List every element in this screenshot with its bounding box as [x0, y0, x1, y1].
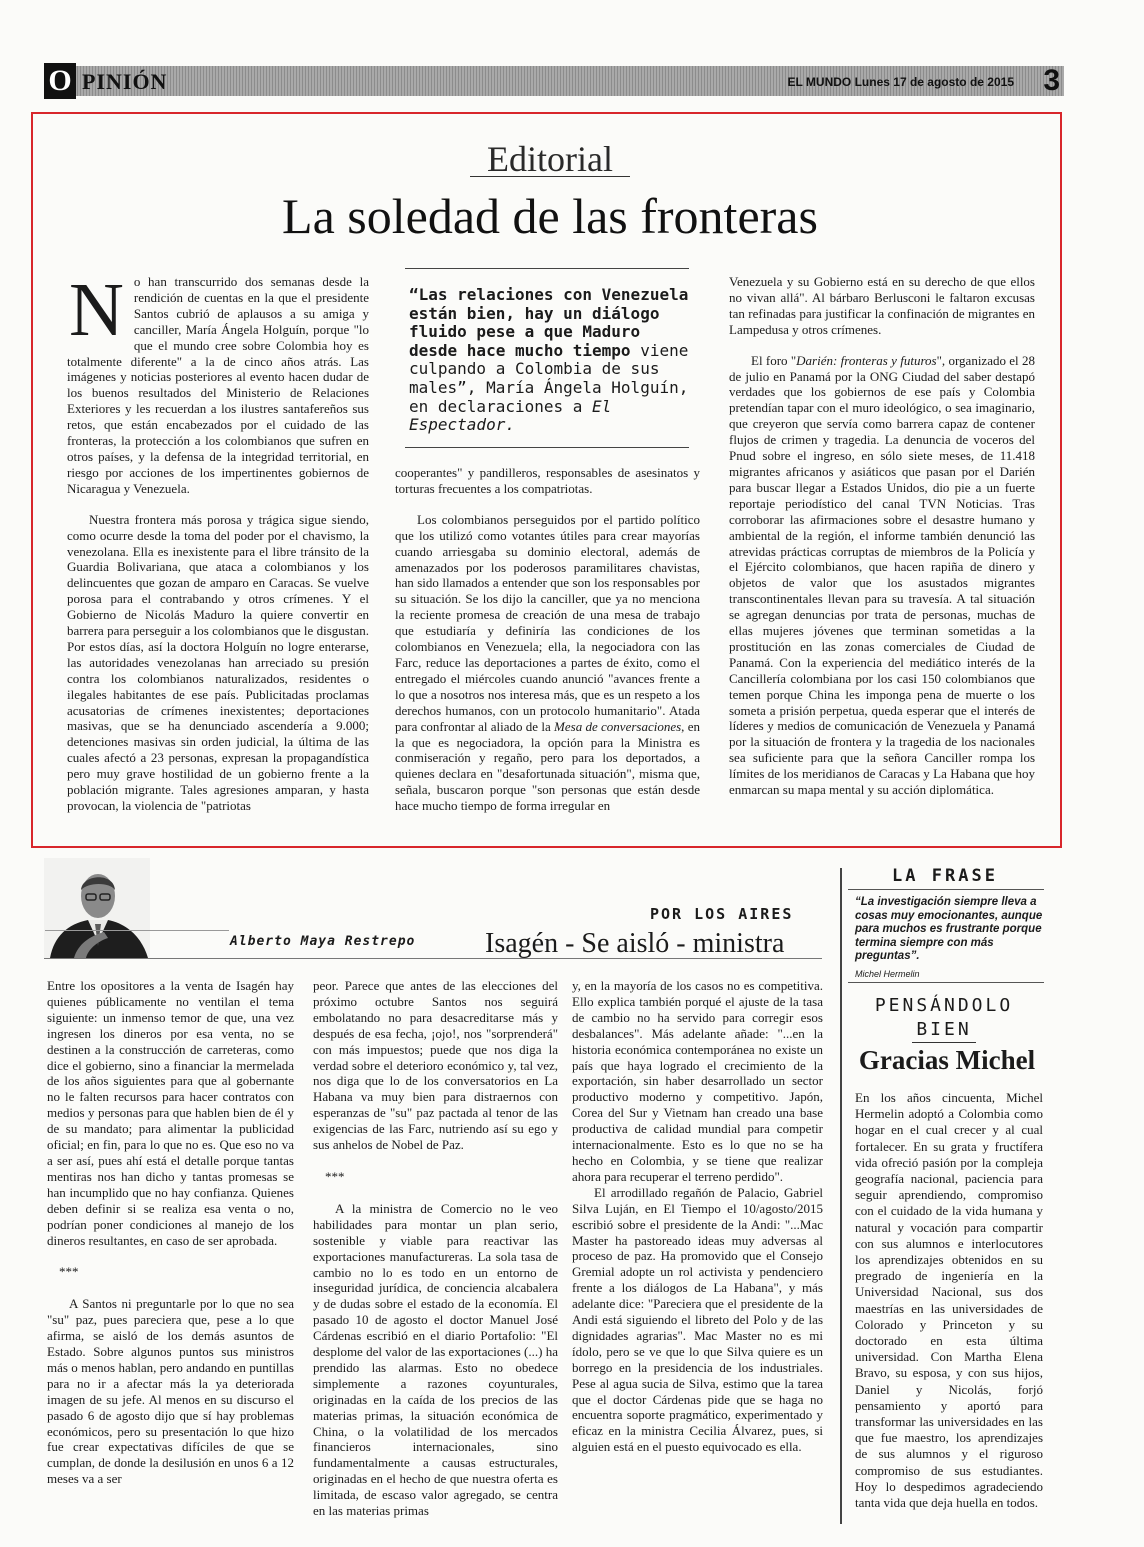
pull-quote-text [397, 269, 697, 447]
pensandolo-line-2: BIEN [912, 1018, 975, 1043]
column-paragraph: El arrodillado regañón de Palacio, Gabriel Silva Luján, en El Tiempo el 10/agosto/2015 escribió sobre el presidente de la Andi: "...Mac Master ha pastoreado ideas muy adversas al proceso de paz. Ha promovido que el Consejo Gremial adopte un rol activista y pendenciero frente a los diálogos de La Habana", y más adelante dice: "Pareciera que el presidente de la Andi está siguiendo el libreto del Polo y de las dignidades agrarias". Mac Master no es mi ídolo, pero se ve que lo que Silva quiere es un borrego en la presidencia de los industriales. Pese al agua sucia de Silva, estimo que la tarea que el doctor Cárdenas pide que se haga no encuentra soporte pragmático, experimentado y eficaz en la ministra Cecilia Álvarez, pues, si alguien está en el puesto equivocado es ella. [572, 1184, 823, 1455]
text-run: , en la que es negociadora, la opción para la Ministra es conmiseración y regaño, pero para los deportados, a quienes declara en "desafortunada situación", misma que, señala, buscaron porque "son personas que están desde hace mucho tiempo de forma irregular en [395, 718, 700, 814]
pensandolo-body: En los años cincuenta, Michel Hermelin adoptó a Colombia como hogar en el cual crecer y al cual fortalecer. En su grata y fructífera vida ofreció pasión por la compleja geografía nacional, paciencia para seguir aprendiendo, compromiso con el cuidado de la vida humana y natural y vocación para compartir con sus alumnos e interlocutores los aprendizajes obtenidos en su pregrado de ingeniería en la Universidad Nacional, sus dos maestrías en las universidades de Colorado y Princeton y su doctorado en esta última universidad. Con Martha Elena Bravo, su esposa, y con sus hijos, Daniel y Nicolás, forjó pensamiento y aportó para transformar las universidades en las que fue maestro, los aprendizajes de sus alumnos y el riguroso compromiso de sus estudiantes. Hoy lo despedimos agradeciendo tanta vida que deja huella en todos. [855, 1090, 1043, 1511]
pull-quote-rule-bottom [405, 447, 689, 448]
column-section-label: POR LOS AIRES [650, 905, 794, 923]
pensandolo-line-1: PENSÁNDOLO [874, 995, 1014, 1016]
column-paragraph: Entre los opositores a la venta de Isagén hay quienes públicamente no ventilan el tema siguiente: un inmenso temor de que, una vez ingresen los dineros por esa venta, no se destinen a la construcción de carreteras, como dice el gobierno, sino a financiar la mermelada de los años siguientes para que al gobernante no le falten recursos para hacer contratos con medios y personas para que hablen bien de él y de su mandato; para alimentar la publicidad oficial; en fin, para lo que no es. Que eso no va a ser así, pues ahí está el detalle porque tantas mentiras nos han dicho y tantas promesas se han incumplido que no hay confianza. Quienes deben definir si se realiza esa venta o no, podrían poner condiciones al manejo de los dineros resultantes, en caso de ser aprobada. [47, 978, 294, 1248]
dateline: EL MUNDO Lunes 17 de agosto de 2015 [787, 75, 1014, 89]
drop-cap: N [69, 268, 124, 352]
pull-quote-regular: viene culpando a Colombia de sus males”, María Ángela Holguín, en declaraciones a [409, 340, 689, 416]
column-text-2 [313, 978, 558, 1519]
sidebar-divider [840, 868, 842, 1524]
kicker-underline [470, 176, 630, 177]
text-run-italic: Mesa de conversaciones [554, 718, 682, 734]
pensandolo-title: Gracias Michel [858, 1045, 1036, 1075]
sidebar-rule [848, 982, 1044, 983]
column-text-1 [47, 978, 294, 1487]
sidebar-rule [848, 889, 1044, 890]
pull-quote-bold: “Las relaciones con Venezuela están bien, hay un diálogo fluido pese a que Maduro desde hace mucho tiempo [409, 285, 689, 360]
column-author: Alberto Maya Restrepo [230, 934, 416, 949]
column-paragraph: y, en la mayoría de los casos no es competitiva. Ello explica también porqué el ajuste de la tasa de cambio no ha servido para corregir esos desbalances". Más adelante añade: "...en la historia económica contemporánea no existe un país que haya logrado el crecimiento de la exportación, sin haber desarrollado un sector productivo moderno y competitivo. Japón, Corea del Sur y Vietnam han creado una base productiva de calidad mundial para competir internacionalmente. Esto es lo que no se ha hecho en Colombia, y se tiene que realizar ahora para recuperar el terreno perdido". [572, 978, 823, 1184]
section-masthead [44, 63, 1064, 99]
editorial-paragraph: Nuestra frontera más porosa y trágica sigue siendo, como ocurre desde la toma del poder por el chavismo, la venezolana. Ella es inexistente para el libre tránsito de la Guardia Bolivariana, que ataca a colombianos y los delincuentes que gozan de amparo en Caracas. Se vuelve porosa para el contrabando y otros crímenes. Y el Gobierno de Nicolás Maduro la quiere convertir en barrera para perseguir a los colombianos que le disgustan. Por estos días, así la doctora Holguín no logre enterarse, las autoridades venezolanas han arreciado su presión contra los colombianos naturalizados, residentes o ilegales habitantes de ese país. Publicitadas proclamas acusatorias de crímenes inexistentes; deportaciones masivas, que se ha denunciado ascendería a 9.000; detenciones masivas sin orden judicial, la última de las cuales afectó a 23 personas, expresan la propagandística pero muy grave hostilidad de un gobierno frente a la población migrante. Tales agresiones amparan, y hasta provocan, la violencia de "patriotas [67, 511, 369, 813]
la-frase-author: Michel Hermelin [855, 969, 920, 979]
editorial-paragraph: Venezuela y su Gobierno está en su derecho de que ellos no vivan allá". Al bárbaro Berlusconi le faltaron excusas tan refinadas para justificar la confinación de migrantes en Lampedusa y otros crímenes. [729, 274, 1035, 337]
editorial-column-1 [67, 268, 369, 814]
editorial-paragraph: cooperantes" y pandilleros, responsables de asesinatos y torturas frecuentes a los compatriotas. [395, 465, 700, 496]
editorial-kicker: Editorial [487, 139, 613, 179]
column-text-3 [572, 978, 823, 1455]
la-frase-label: LA FRASE [892, 866, 998, 886]
text-run-italic: Darién: fronteras y futuros [796, 352, 937, 368]
text-run: El foro " [751, 352, 797, 368]
column-paragraph: A Santos ni preguntarle por lo que no sea "su" paz, pues pareciera que, pese a lo que afirma, se aisló de los demás asuntos de Estado. Sobre algunos puntos sus ministros más o menos hablan, pero andando en puntillas para no ir a afectar más la ya deteriorada imagen de su jefe. Al menos en su discurso el pasado 6 de agosto dijo que sí hay problemas económicos, pero su presentación lo que hizo fue crear expectativas difíciles de que se cumplan, de donde la desilusión en unos 6 a 12 meses va a ser [47, 1296, 294, 1487]
pull-quote-source: El Espectador. [409, 396, 612, 435]
section-initial: O [44, 63, 76, 99]
page-number: 3 [1043, 64, 1060, 97]
column-rule [45, 930, 229, 931]
pull-quote [397, 268, 697, 448]
editorial-paragraph [729, 353, 1035, 798]
separator: *** [59, 1264, 79, 1280]
la-frase-quote: “La investigación siempre lleva a cosas muy emocionantes, aunque para muchos es frustrante porque termina siempre con más preguntas”. [855, 896, 1043, 962]
editorial-column-3 [729, 274, 1035, 798]
column-paragraph: peor. Parece que antes de las elecciones del próximo octubre Santos nos seguirá embolatando no para desacreditarse más y después de esa fecha, ¡ojo!, nos "sorprenderá" con más impuestos; puede que nos diga la verdad sobre el deterioro económico y, tal vez, nos diga que lo de los conversatorios en La Habana va muy bien para distraernos con esperanzas de "su" paz pactada al tenor de las exigencias de las Farc, nutriendo así su ego y sus anhelos de Nobel de Paz. [313, 978, 558, 1153]
author-portrait [44, 858, 150, 958]
column-paragraph: A la ministra de Comercio no le veo habilidades para montar un plan serio, sostenible y viable para reactivar las exportaciones manufactureras. La sola tasa de cambio no lo es todo en un entorno de inseguridad jurídica, de conciencia alcabalera y de dudas sobre el estado de la economía. El pasado 10 de agosto el doctor Manuel José Cárdenas escribió en el diario Portafolio: "El desplome del valor de las exportaciones (...) ha prendido las alarmas. Esto no obedece simplemente a razones coyunturales, originadas en la caída de los precios de las materias primas, la situación económica de China, o la volatilidad de los mercados financieros internacionales, sino fundamentalmente a causas estructurales, originadas en el hecho de que nuestra oferta es limitada, de escaso valor agregado, se centra en las materias primas [313, 1200, 558, 1519]
section-name: PINIÓN [82, 69, 168, 94]
text-run: Los colombianos perseguidos por el partido político que los utilizó como votantes útiles para crear mayorías cuando arriesgaba su dominio electoral, además de amenazados por los poderosos paramilitares chavistas, han sido llamados a entender que son los responsables por su situación. Se los dijo la canciller, que ya no menciona la reciente promesa de creación de una mesa de trabajo que estudiaría y definiría las condiciones de los colombianos en Venezuela; ella, la negociadora con las Farc, reduce las deportaciones a partes de éxito, como el entregado el miércoles cuando anunció "avances frente a lo que a nosotros nos interesa más, que es un respeto a los derechos humanos, con un protocolo humanitario". Atada para confrontar al aliado de la [395, 511, 700, 734]
editorial-paragraph: o han transcurrido dos semanas desde la rendición de cuentas en la que el presidente Santos cubrió de aplausos a su amiga y canciller, María Ángela Holguín, porque "lo que el mundo cree sobre Colombia hoy es totalmente diferente" a la de cinco años atrás. Las imágenes y noticias posteriores al evento hacen dudar de los buenos resultados del Ministerio de Relaciones Exteriores y les recuerdan a los ilustres santafereños sus retos, que están encabezados por el cuidado de las fronteras, la protección a los colombianos que sufren en otros países, y la defensa de la integridad territorial, en riesgo por acciones de los impertinentes gobiernos de Nicaragua y Venezuela. [67, 274, 369, 496]
pensandolo-bien-label [852, 994, 1036, 1043]
editorial-column-2 [395, 465, 700, 814]
column-rule [44, 958, 822, 959]
editorial-paragraph [395, 512, 700, 814]
text-run: ", organizado el 28 de julio en Panamá por la ONG Ciudad del saber destapó verdades que los gobiernos de ese país y Colombia pretendían tapar con el muro ideológico, o sea imaginario, que creyeron que servía como barrera capaz de contener flujos de crimen y tragedia. La denuncia de voceros del Pnud sobre el ingreso, en sólo siete meses, de 11.418 migrantes africanos y asiáticos que pasan por el Darién para buscar llegar a Estados Unidos, dio pie a un fuerte reportaje periodístico del canal TVN Noticias. Tras corroborar las afirmaciones sobre el desastre humano y ambiental de la región, el informe también denunció las atrevidas prácticas corruptas de miembros de la Policía y el Ejército colombianos, que hacen rapiña de dinero y objetos de valor que los asustados migrantes transcontinentales llevan para su travesía. A tal situación se agregan denuncias por trata de personas, muchas de ellas mujeres jóvenes que terminan sometidas a la prostitución en las zonas comerciales de Ciudad de Panamá. Con la experiencia del mediático interés de la Cancillería colombiana por los casi 150 colombianos que temen porque China les imponga pena de muerte o los someta a prisión perpetua, queda esperar que el interés de líderes y medios de comunicación de Venezuela y Panamá por la situación de frontera y la tragedia de los nacionales sea suficiente para que la señora Canciller rompa los límites de los meridianos de Caracas y La Habana que hoy enmarcan su mapa mental y su acción diplomática. [729, 352, 1035, 798]
separator: *** [325, 1168, 345, 1184]
column-title: Isagén - Se aisló - ministra [485, 928, 785, 959]
editorial-headline: La soledad de las fronteras [282, 188, 818, 244]
